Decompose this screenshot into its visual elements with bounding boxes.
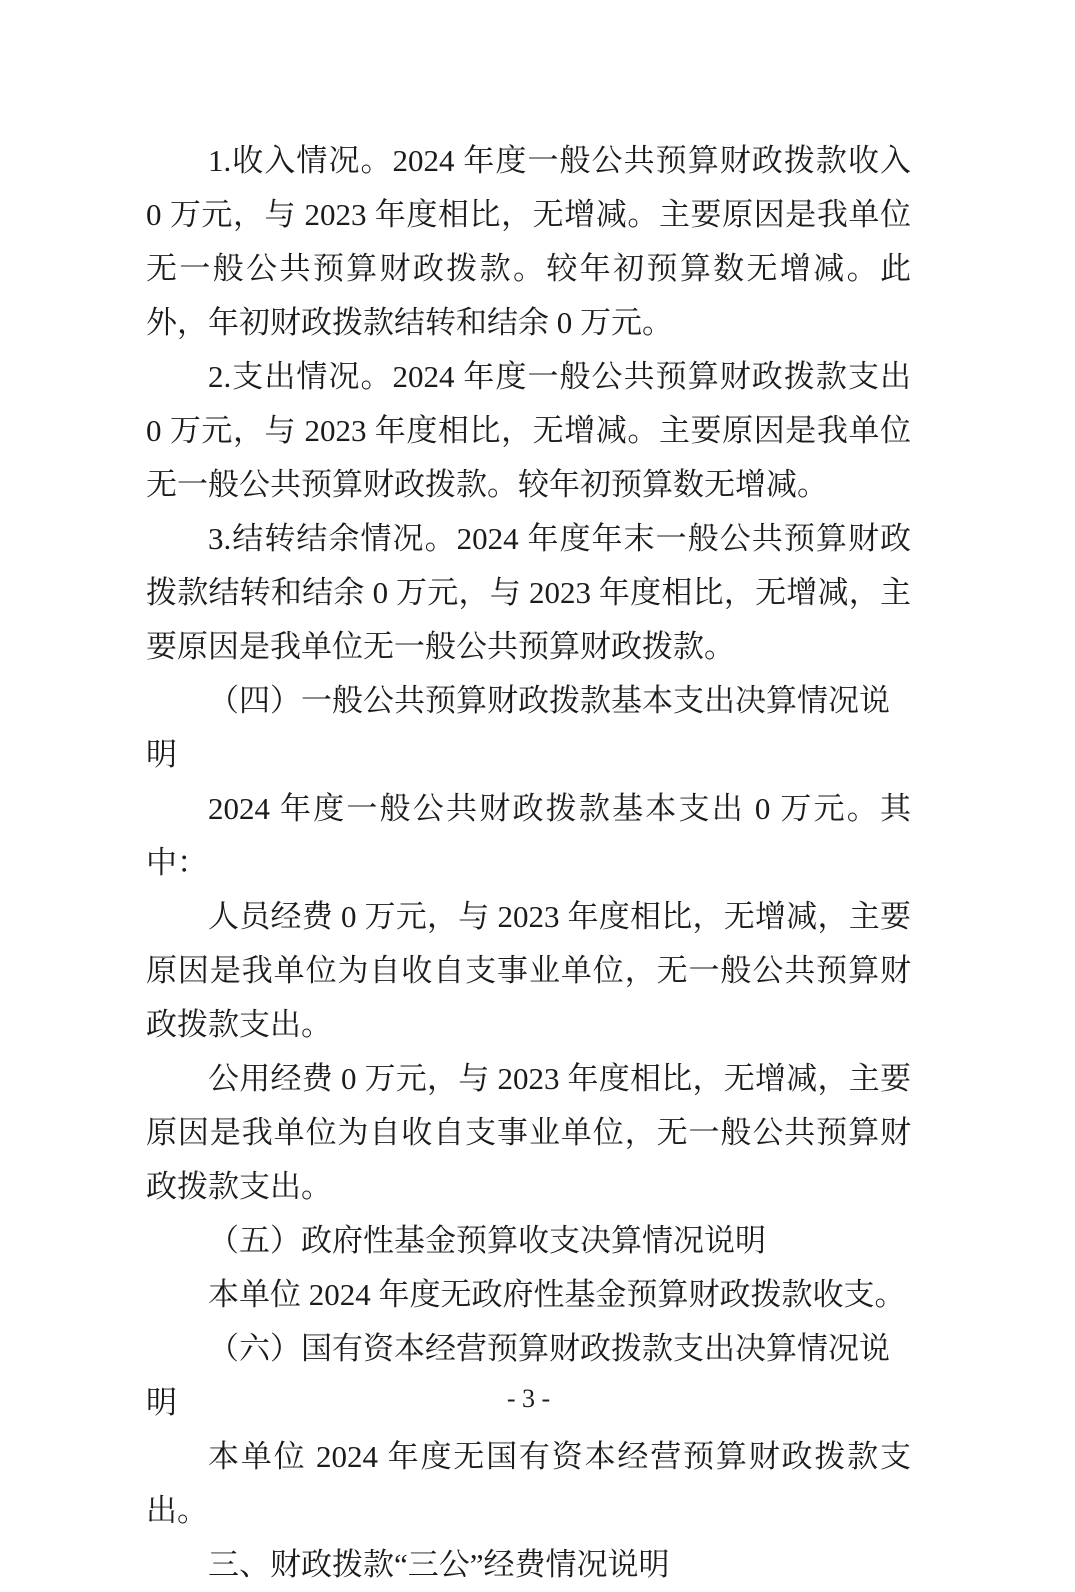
paragraph-carryover-situation: 3.结转结余情况。2024 年度年末一般公共预算财政拨款结转和结余 0 万元，与 2023 年度相比，无增减，主要原因是我单位无一般公共预算财政拨款。	[146, 521, 911, 664]
paragraph-gov-fund-note: 本单位 2024 年度无政府性基金预算财政拨款收支。	[208, 1277, 906, 1312]
heading-section-six-state-capital: （六）国有资本经营预算财政拨款支出决算情况说明	[146, 1331, 890, 1420]
page-number: - 3 -	[506, 1384, 551, 1413]
paragraph-basic-expenditure-total: 2024 年度一般公共财政拨款基本支出 0 万元。其中：	[146, 791, 911, 880]
heading-section-five-gov-fund: （五）政府性基金预算收支决算情况说明	[208, 1223, 766, 1258]
page-footer	[146, 1382, 911, 1416]
paragraph-expenditure-situation: 2.支出情况。2024 年度一般公共预算财政拨款支出 0 万元，与 2023 年度相比，无增减。主要原因是我单位无一般公共预算财政拨款。较年初预算数无增减。	[146, 359, 911, 502]
heading-section-four-basic-expenditure: （四）一般公共预算财政拨款基本支出决算情况说明	[146, 683, 890, 772]
paragraph-personnel-expense: 人员经费 0 万元，与 2023 年度相比，无增减，主要原因是我单位为自收自支事业单位，无一般公共预算财政拨款支出。	[146, 899, 911, 1042]
paragraph-income-situation: 1.收入情况。2024 年度一般公共预算财政拨款收入 0 万元，与 2023 年度相比，无增减。主要原因是我单位无一般公共预算财政拨款。较年初预算数无增减。此外，年初财政拨款结转和结余 0 万元。	[146, 143, 911, 340]
heading-three-public-funds: 三、财政拨款“三公”经费情况说明	[208, 1547, 670, 1582]
paragraph-public-expense: 公用经费 0 万元，与 2023 年度相比，无增减，主要原因是我单位为自收自支事业单位，无一般公共预算财政拨款支出。	[146, 1061, 911, 1204]
paragraph-state-capital-note: 本单位 2024 年度无国有资本经营预算财政拨款支出。	[146, 1439, 911, 1528]
document-body	[146, 134, 911, 1592]
